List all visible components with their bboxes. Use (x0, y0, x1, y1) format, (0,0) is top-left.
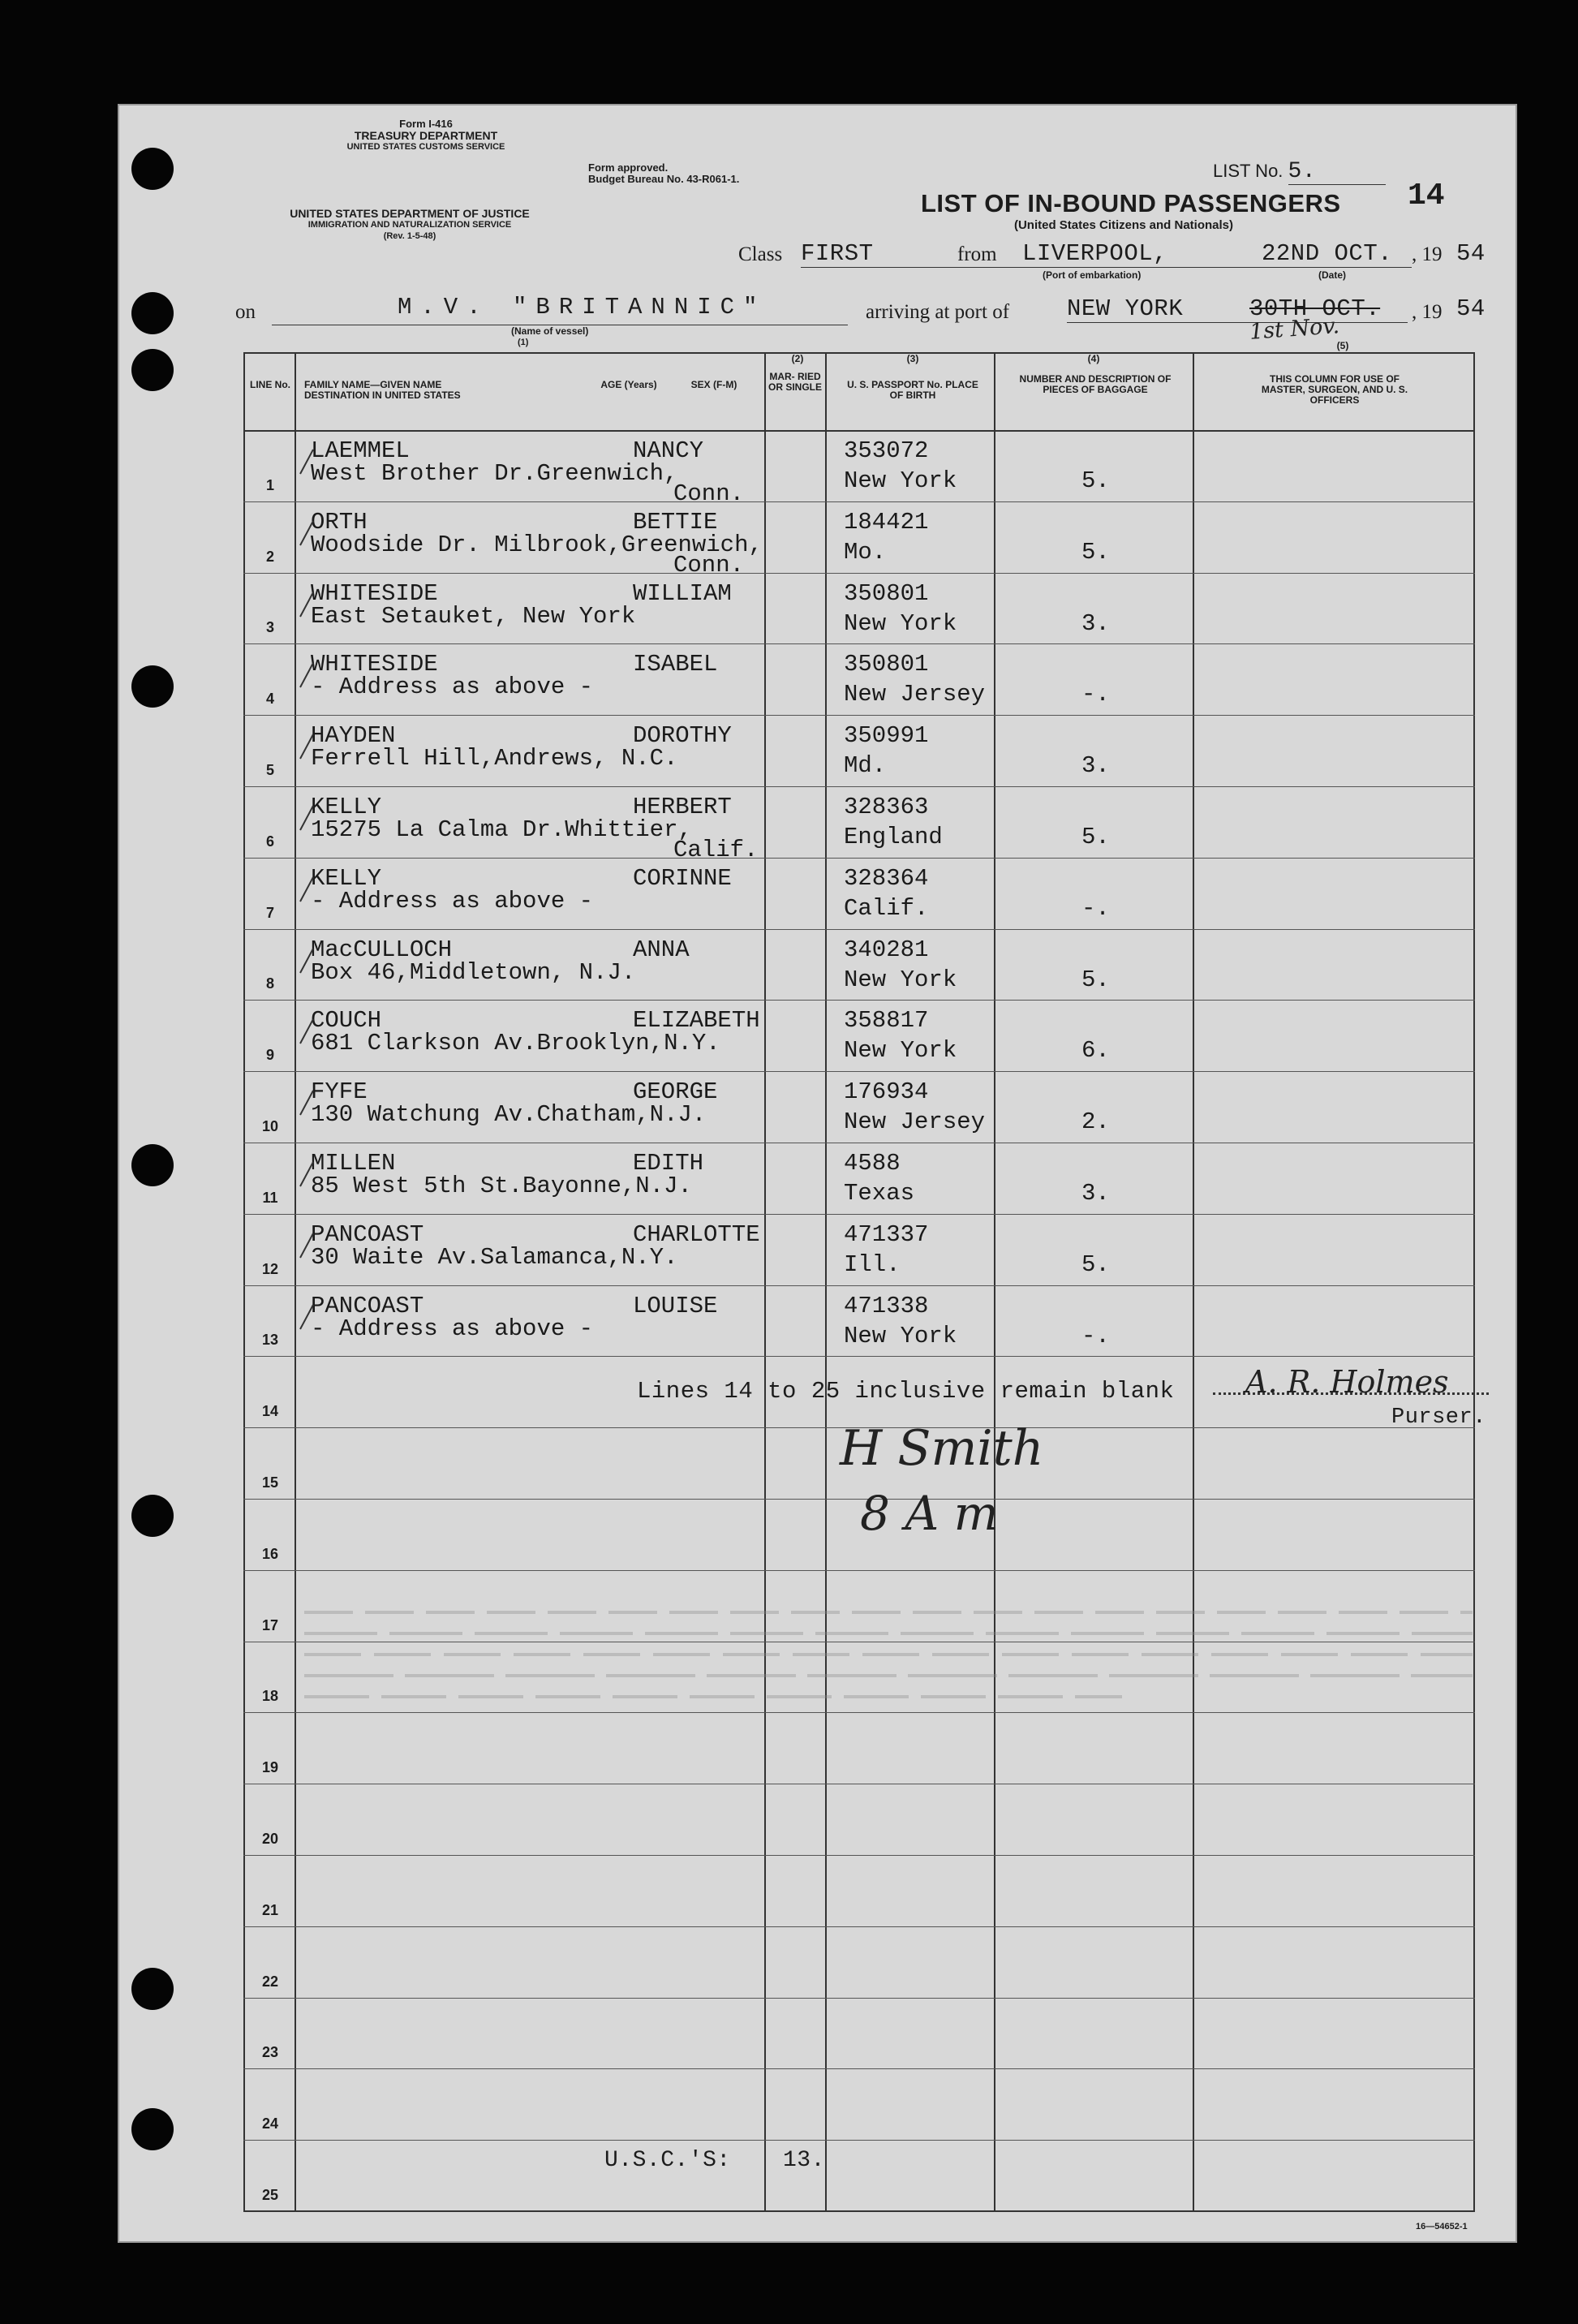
ins-service: IMMIGRATION AND NATURALIZATION SERVICE (307, 220, 512, 230)
row-rule (243, 1071, 1475, 1072)
place-of-birth: Texas (844, 1180, 915, 1207)
row-rule (243, 1000, 1475, 1001)
binder-hole (131, 1144, 174, 1186)
baggage-count: -. (1081, 681, 1110, 708)
list-label: LIST No. (1213, 161, 1283, 181)
passenger-address: - Address as above - (311, 674, 594, 701)
binder-hole (131, 292, 174, 334)
place-of-birth: New Jersey (844, 1108, 986, 1136)
customs-service: UNITED STATES CUSTOMS SERVICE (346, 142, 505, 152)
passport-number: 328364 (844, 864, 929, 892)
place-of-birth: New York (844, 1322, 957, 1349)
inspector-signature: H Smith (840, 1420, 1044, 1477)
row-rule (243, 1570, 1475, 1571)
date-caption: (Date) (1318, 269, 1347, 281)
line-number: 6 (265, 833, 274, 850)
col-married: MAR- RIED OR SINGLE (768, 371, 822, 393)
treasury-dept: TREASURY DEPARTMENT (354, 129, 498, 142)
title-block (921, 189, 1341, 232)
col-divider (994, 352, 995, 2212)
line-number: 24 (261, 2115, 279, 2132)
passenger-family-name: PANCOAST (311, 1220, 424, 1248)
place-of-birth: New York (844, 467, 957, 494)
vessel-name: M.V. "BRITANNIC" (398, 294, 767, 321)
col-officers: THIS COLUMN FOR USE OF MASTER, SURGEON, AND U. S. OFFICERS (1261, 373, 1408, 406)
col-name (304, 380, 531, 401)
binder-hole (131, 2108, 174, 2150)
bleed-through (304, 1593, 1473, 1804)
baggage-count: 5. (1081, 1250, 1110, 1278)
line-number: 10 (261, 1118, 279, 1134)
line-number: 16 (261, 1545, 279, 1562)
passenger-address: Box 46,Middletown, N.J. (311, 958, 636, 986)
passport-number: 176934 (844, 1078, 929, 1106)
form-approved: Form approved. (588, 161, 669, 174)
port-embark-caption: (Port of embarkation) (1043, 269, 1142, 281)
baggage-count: 5. (1081, 467, 1110, 494)
col-num-2: (2) (791, 353, 804, 364)
baggage-count: 2. (1081, 1108, 1110, 1136)
vessel-caption: (Name of vessel) (511, 325, 589, 337)
row-rule (243, 2068, 1475, 2069)
line-number: 25 (261, 2187, 279, 2203)
form-header-left (304, 118, 548, 153)
place-of-birth: England (844, 824, 943, 850)
passenger-address: 15275 La Calma Dr.Whittier, (311, 816, 692, 843)
row-rule (243, 643, 1475, 644)
passport-number: 340281 (844, 936, 929, 963)
row-rule (243, 1855, 1475, 1856)
passenger-family-name: PANCOAST (311, 1292, 424, 1319)
line-number: 18 (261, 1688, 279, 1705)
line-number: 13 (261, 1332, 279, 1349)
passenger-family-name: ORTH (311, 508, 368, 536)
passport-number: 350801 (844, 579, 929, 607)
arrival-date-handwritten: 1st Nov. (1249, 313, 1340, 345)
passenger-family-name: MacCULLOCH (311, 936, 453, 963)
baggage-count: 3. (1081, 1180, 1110, 1207)
binder-hole (131, 1968, 174, 2010)
binder-hole (131, 349, 174, 391)
place-of-birth: Md. (844, 752, 887, 780)
passport-number: 471338 (844, 1292, 929, 1319)
passport-number: 350991 (844, 722, 929, 750)
baggage-count: 3. (1081, 609, 1110, 637)
passport-number: 353072 (844, 437, 929, 464)
line-number: 2 (265, 548, 274, 565)
vessel-col-num: (1) (518, 338, 529, 347)
passenger-given-name: LOUISE (633, 1292, 718, 1319)
list-value: 5. (1288, 159, 1386, 185)
passenger-address: Woodside Dr. Milbrook,Greenwich, (311, 531, 763, 558)
uscs-label: U.S.C.'S: (604, 2148, 731, 2173)
line-number: 1 (265, 476, 274, 493)
revision: (Rev. 1-5-48) (383, 231, 436, 241)
list-number (1213, 159, 1386, 185)
col-age: AGE (Years) (600, 379, 657, 390)
line-number: 12 (261, 1260, 279, 1277)
form-number: Form I-416 (399, 118, 453, 130)
line-number: 14 (261, 1403, 279, 1420)
row-rule (243, 1285, 1475, 1286)
place-of-birth: New York (844, 609, 957, 637)
passenger-given-name: HERBERT (633, 794, 732, 820)
passenger-family-name: HAYDEN (311, 722, 396, 750)
passport-number: 328363 (844, 794, 929, 820)
passenger-address-state: Conn. (673, 480, 745, 507)
line-number: 17 (261, 1616, 279, 1633)
arriving-label: arriving at port of (866, 301, 1010, 323)
row-rule (243, 1998, 1475, 1999)
class-label: Class (738, 243, 783, 265)
row-rule (243, 1926, 1475, 1927)
passenger-address-state: Conn. (673, 551, 745, 579)
baggage-count: -. (1081, 894, 1110, 922)
passenger-given-name: CORINNE (633, 864, 732, 892)
page-subtitle: (United States Citizens and Nationals) (1013, 218, 1234, 232)
line-number: 5 (265, 762, 274, 778)
place-of-birth: New York (844, 1037, 957, 1065)
purser-signature: A. R. Holmes (1245, 1364, 1449, 1400)
justice-header (227, 208, 592, 242)
place-of-birth: Calif. (844, 894, 929, 922)
passport-number: 358817 (844, 1007, 929, 1035)
row-rule (243, 2140, 1475, 2141)
passenger-family-name: COUCH (311, 1007, 382, 1035)
page-title: LIST OF IN-BOUND PASSENGERS (921, 189, 1341, 217)
passport-number: 4588 (844, 1150, 901, 1177)
col-num-4: (4) (1087, 353, 1100, 364)
place-of-birth: New York (844, 966, 957, 993)
col-destination-label: DESTINATION IN UNITED STATES (304, 389, 461, 401)
uscs-count: 13. (783, 2148, 825, 2173)
inspector-initials: 8 A m (860, 1486, 999, 1541)
baggage-count: 5. (1081, 966, 1110, 993)
arrival-port: NEW YORK (1067, 295, 1408, 323)
passenger-address: West Brother Dr.Greenwich, (311, 460, 678, 487)
passenger-given-name: ELIZABETH (633, 1007, 760, 1035)
row-rule (243, 715, 1475, 716)
col-num-3: (3) (906, 353, 919, 364)
col-baggage: NUMBER AND DESCRIPTION OF PIECES OF BAGGAGE (1019, 373, 1172, 395)
binder-hole (131, 148, 174, 190)
passenger-family-name: WHITESIDE (311, 651, 438, 678)
passenger-address: East Setauket, New York (311, 602, 636, 630)
line-number: 3 (265, 619, 274, 636)
line-number: 20 (261, 1831, 279, 1847)
row-rule (243, 1499, 1475, 1500)
passenger-family-name: MILLEN (311, 1150, 396, 1177)
col-line-no: LINE No. (250, 379, 290, 390)
passenger-address: 130 Watchung Av.Chatham,N.J. (311, 1101, 707, 1129)
justice-dept: UNITED STATES DEPARTMENT OF JUSTICE (290, 207, 530, 220)
line-number: 15 (261, 1474, 279, 1491)
page-number: 14 (1408, 179, 1445, 213)
baggage-count: 6. (1081, 1037, 1110, 1065)
arrival-year: 54 (1456, 295, 1486, 322)
baggage-count: 5. (1081, 538, 1110, 566)
on-label: on (235, 301, 256, 323)
line-number: 4 (265, 691, 274, 708)
place-of-birth: New Jersey (844, 681, 986, 708)
row-rule (243, 573, 1475, 574)
line-number: 23 (261, 2044, 279, 2061)
col-divider (825, 352, 827, 2212)
baggage-count: -. (1081, 1322, 1110, 1349)
passenger-given-name: NANCY (633, 437, 704, 464)
line-number: 22 (261, 1973, 279, 1990)
class-value: FIRST (801, 240, 1068, 268)
passenger-family-name: KELLY (311, 794, 382, 820)
budget-bureau: Budget Bureau No. 43-R061-1. (588, 173, 740, 185)
col-num-5: (5) (1336, 340, 1349, 351)
purser-label: Purser. (1391, 1405, 1486, 1430)
form-approval (588, 162, 739, 185)
passenger-address: 30 Waite Av.Salamanca,N.Y. (311, 1243, 678, 1271)
col-passport: U. S. PASSPORT No. PLACE OF BIRTH (847, 379, 978, 401)
passenger-given-name: ISABEL (633, 651, 718, 678)
line-number: 7 (265, 904, 274, 921)
passenger-address: 85 West 5th St.Bayonne,N.J. (311, 1173, 692, 1199)
from-label: from (957, 243, 997, 265)
passenger-given-name: WILLIAM (633, 579, 732, 607)
passenger-address: Ferrell Hill,Andrews, N.C. (311, 745, 678, 773)
place-of-birth: Ill. (844, 1250, 901, 1278)
binder-hole (131, 665, 174, 708)
passenger-given-name: GEORGE (633, 1078, 718, 1106)
passenger-address-state: Calif. (673, 837, 759, 863)
col-name-label: FAMILY NAME—GIVEN NAME (304, 379, 442, 390)
row-rule (243, 786, 1475, 787)
binder-hole (131, 1495, 174, 1537)
passenger-family-name: KELLY (311, 864, 382, 892)
departure-year-prefix: , 19 (1412, 243, 1443, 265)
table-header-rule (243, 430, 1475, 432)
passenger-given-name: BETTIE (633, 508, 718, 536)
row-rule (243, 929, 1475, 930)
passenger-given-name: DOROTHY (633, 722, 732, 750)
line-number: 11 (262, 1189, 278, 1206)
passenger-address: - Address as above - (311, 1315, 594, 1342)
col-divider (1193, 352, 1194, 2212)
row-rule (243, 858, 1475, 859)
passenger-address: 681 Clarkson Av.Brooklyn,N.Y. (311, 1030, 720, 1057)
line-number: 21 (261, 1901, 279, 1918)
line-number: 19 (261, 1759, 279, 1776)
passenger-given-name: ANNA (633, 936, 690, 963)
place-of-birth: Mo. (844, 538, 887, 566)
line-number: 8 (265, 975, 274, 992)
passport-number: 471337 (844, 1220, 929, 1248)
departure-date: 22ND OCT. (1262, 240, 1412, 268)
from-value: LIVERPOOL, (1022, 240, 1331, 268)
arrival-date-struck: 30TH OCT. (1249, 295, 1381, 322)
passenger-family-name: WHITESIDE (311, 579, 438, 607)
line-number: 9 (265, 1047, 274, 1064)
passenger-family-name: FYFE (311, 1078, 368, 1106)
blank-lines-note: Lines 14 to 25 inclusive remain blank (637, 1378, 1175, 1405)
col-divider (295, 352, 296, 2212)
col-divider (764, 352, 766, 2212)
print-code: 16—54652-1 (1416, 2222, 1468, 2231)
passport-number: 350801 (844, 651, 929, 678)
baggage-count: 5. (1081, 824, 1110, 850)
col-sex: SEX (F-M) (690, 379, 737, 390)
passport-number: 184421 (844, 508, 929, 536)
arrival-year-prefix: , 19 (1412, 301, 1443, 323)
passenger-address: - Address as above - (311, 887, 594, 915)
passenger-family-name: LAEMMEL (311, 437, 410, 464)
manifest-page (118, 104, 1517, 2243)
row-rule (243, 1214, 1475, 1215)
departure-year: 54 (1456, 240, 1486, 267)
passenger-given-name: EDITH (633, 1150, 704, 1177)
row-rule (243, 1356, 1475, 1357)
passenger-given-name: CHARLOTTE (633, 1220, 760, 1248)
row-rule (243, 501, 1475, 502)
baggage-count: 3. (1081, 752, 1110, 780)
